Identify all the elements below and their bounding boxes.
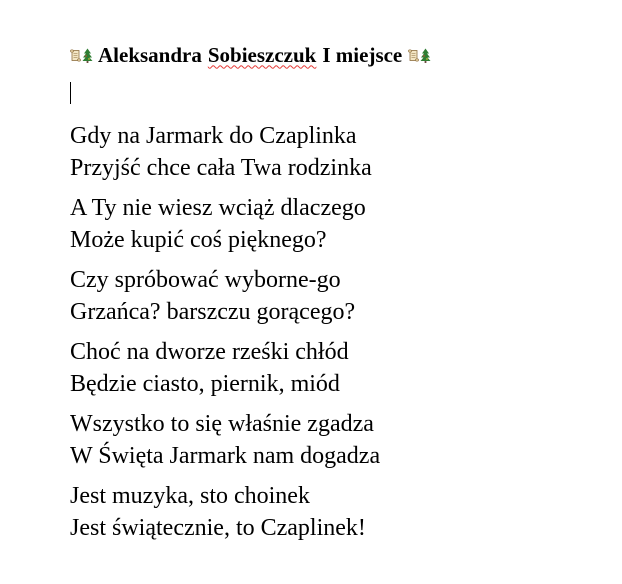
verse-line: Przyjść chce cała Twa rodzinka — [70, 155, 372, 181]
verse-line: Wszystko to się właśnie zgadza — [70, 411, 374, 437]
text-cursor[interactable] — [70, 82, 71, 104]
verse-line: Będzie ciasto, piernik, miód — [70, 371, 340, 397]
christmas-tree-icon — [82, 48, 93, 63]
verse-line: Może kupić coś pięknego? — [70, 227, 327, 253]
stanza — [70, 480, 610, 544]
place-label: I miejsce — [322, 42, 403, 67]
author-first-name: Aleksandra — [98, 42, 202, 67]
stanza — [70, 192, 610, 256]
christmas-tree-icon — [420, 48, 431, 63]
scroll-icon — [408, 49, 419, 62]
verse-line: Grzańca? barszczu gorącego? — [70, 299, 356, 325]
stanza — [70, 408, 610, 472]
verse-line: Jest świątecznie, to Czaplinek! — [70, 515, 366, 541]
verse-line: Choć na dworze rześki chłód — [70, 339, 349, 365]
title-left-icons — [70, 48, 93, 63]
stanza — [70, 264, 610, 328]
verse-line: W Święta Jarmark nam dogadza — [70, 443, 381, 469]
title-right-icons — [408, 48, 431, 63]
document-title — [70, 40, 431, 70]
verse-line: Gdy na Jarmark do Czaplinka — [70, 123, 357, 149]
verse-line: Czy spróbować wyborne-go — [70, 267, 341, 293]
verse-line: Jest muzyka, sto choinek — [70, 483, 310, 509]
stanza — [70, 120, 610, 184]
verse-line: A Ty nie wiesz wciąż dlaczego — [70, 195, 366, 221]
author-last-name: Sobieszczuk — [207, 42, 317, 67]
stanza — [70, 336, 610, 400]
poem-body[interactable] — [70, 120, 610, 552]
scroll-icon — [70, 49, 81, 62]
